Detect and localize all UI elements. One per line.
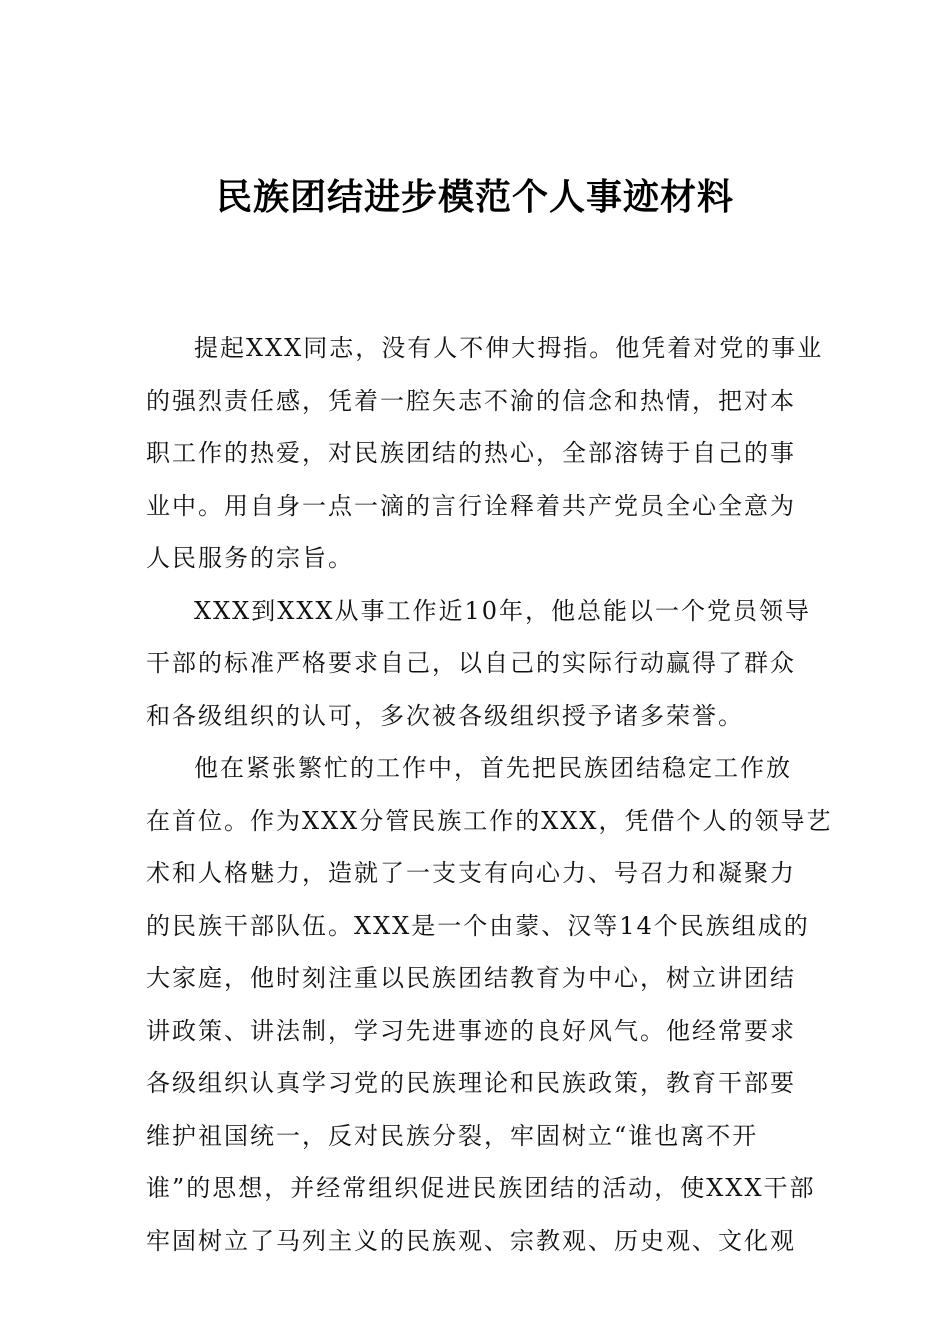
text-line: 在首位。作为XXX分管民族工作的XXX，凭借个人的领导艺: [146, 806, 833, 835]
text-line: 各级组织认真学习党的民族理论和民族政策，教育干部要: [146, 1069, 796, 1097]
text-line: 的民族干部队伍。XXX是一个由蒙、汉等14个民族组成的: [146, 911, 810, 940]
text-line: 他在紧张繁忙的工作中，首先把民族团结稳定工作放: [194, 754, 792, 782]
text-line: 干部的标准严格要求自己，以自己的实际行动赢得了群众: [146, 649, 796, 677]
paragraph-3: [146, 742, 833, 1267]
text-line: 维护祖国统一，反对民族分裂，牢固树立“谁也离不开: [146, 1121, 759, 1150]
text-line: XXX到XXX从事工作近10年，他总能以一个党员领导: [194, 596, 812, 625]
text-line: 术和人格魅力，造就了一支支有向心力、号召力和凝聚力: [146, 859, 796, 887]
text-line: 大家庭，他时刻注重以民族团结教育为中心，树立讲团结: [146, 964, 796, 992]
document-body: [146, 322, 833, 1267]
text-line: 的强烈责任感，凭着一腔矢志不渝的信念和热情，把对本: [146, 386, 796, 415]
text-line: 业中。用自身一点一滴的言行诠释着共产党员全心全意为: [146, 491, 796, 520]
document-title: 民族团结进步模范个人事迹材料: [215, 177, 734, 218]
paragraph-1: [146, 322, 824, 585]
text-line: 谁”的思想，并经常组织促进民族团结的活动，使XXX干部: [146, 1174, 816, 1202]
text-line: 和各级组织的认可，多次被各级组织授予诸多荣誉。: [146, 701, 744, 730]
text-line: 提起XXX同志，没有人不伸大拇指。他凭着对党的事业: [194, 334, 824, 362]
text-line: 讲政策、讲法制，学习先进事迹的良好风气。他经常要求: [146, 1016, 796, 1045]
text-line: 人民服务的宗旨。: [146, 544, 354, 572]
text-line: 职工作的热爱，对民族团结的热心，全部溶铸于自己的事: [146, 439, 796, 467]
paragraph-2: [146, 585, 812, 743]
text-line: 牢固树立了马列主义的民族观、宗教观、历史观、文化观: [146, 1226, 796, 1255]
